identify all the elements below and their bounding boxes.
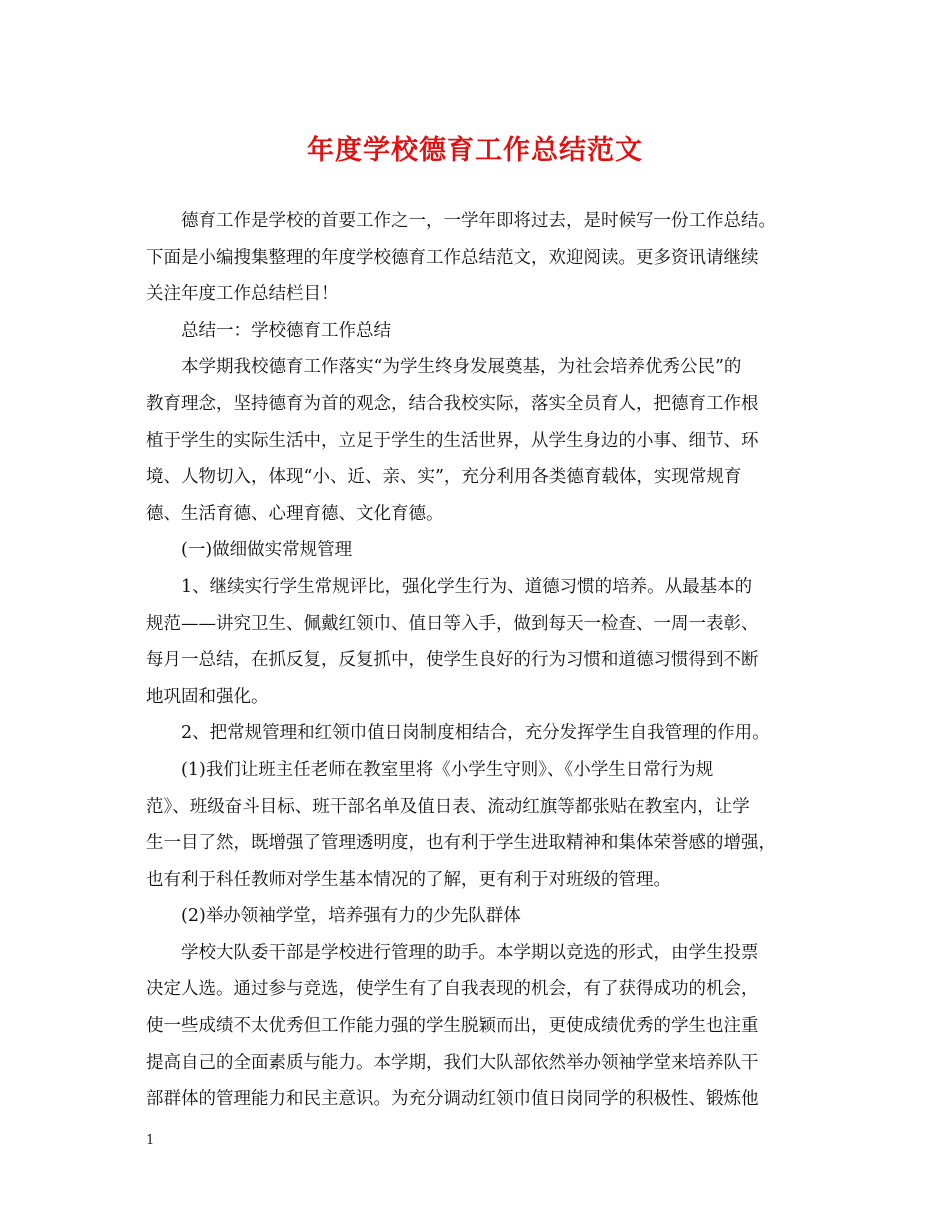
text-line: 境、人物切入，体现“小、近、亲、实”，充分利用各类德育载体，实现常规育 (146, 467, 742, 488)
text-line: 教育理念，坚持德育为首的观念，结合我校实际，落实全员育人，把德育工作根 (146, 393, 759, 414)
text-line: 1、继续实行学生常规评比，强化学生行为、道德习惯的培养。从最基本的 (181, 576, 753, 597)
document-title: 年度学校德育工作总结范文 (307, 135, 643, 166)
text-line: 每月一总结，在抓反复，反复抓中，使学生良好的行为习惯和道德习惯得到不断 (146, 650, 759, 671)
text-line: 植于学生的实际生活中，立足于学生的生活世界，从学生身边的小事、细节、环 (146, 430, 759, 451)
text-line: 范》、班级奋斗目标、班干部名单及值日表、流动红旗等都张贴在教室内，让学 (146, 796, 750, 817)
text-line: (2)举办领袖学堂，培养强有力的少先队群体 (181, 906, 521, 927)
text-line: 学校大队委干部是学校进行管理的助手。本学期以竞选的形式，由学生投票 (181, 942, 759, 963)
page-number: 1 (146, 1133, 155, 1148)
text-line: 总结一：学校德育工作总结 (181, 320, 391, 341)
text-line: 提高自己的全面素质与能力。本学期，我们大队部依然举办领袖学堂来培养队干 (146, 1052, 759, 1073)
text-line: 规范——讲究卫生、佩戴红领巾、值日等入手，做到每天一检查、一周一表彰、 (146, 613, 759, 634)
text-line: 下面是小编搜集整理的年度学校德育工作总结范文，欢迎阅读。更多资讯请继续 (146, 247, 759, 268)
text-line: (一)做细做实常规管理 (181, 540, 353, 561)
text-line: 2、把常规管理和红领巾值日岗制度相结合，充分发挥学生自我管理的作用。 (181, 723, 770, 744)
text-line: 关注年度工作总结栏目！ (146, 284, 339, 305)
text-line: 也有利于科任教师对学生基本情况的了解，更有利于对班级的管理。 (146, 869, 671, 890)
text-line: 地巩固和强化。 (146, 686, 269, 707)
text-line: 决定人选。通过参与竞选，使学生有了自我表现的机会，有了获得成功的机会， (146, 979, 759, 1000)
document-body (146, 203, 810, 1118)
text-line: 生一目了然，既增强了管理透明度，也有利于学生进取精神和集体荣誉感的增强， (146, 833, 776, 854)
text-line: (1)我们让班主任老师在教室里将《小学生守则》、《小学生日常行为规 (181, 759, 714, 780)
text-line: 使一些成绩不太优秀但工作能力强的学生脱颖而出，更使成绩优秀的学生也注重 (146, 1016, 759, 1037)
text-line: 德、生活育德、心理育德、文化育德。 (146, 503, 444, 524)
text-line: 德育工作是学校的首要工作之一，一学年即将过去，是时候写一份工作总结。 (181, 211, 776, 231)
text-line: 本学期我校德育工作落实“为学生终身发展奠基，为社会培养优秀公民”的 (181, 357, 742, 378)
text-line: 部群体的管理能力和民主意识。为充分调动红领巾值日岗同学的积极性、锻炼他 (146, 1089, 759, 1110)
